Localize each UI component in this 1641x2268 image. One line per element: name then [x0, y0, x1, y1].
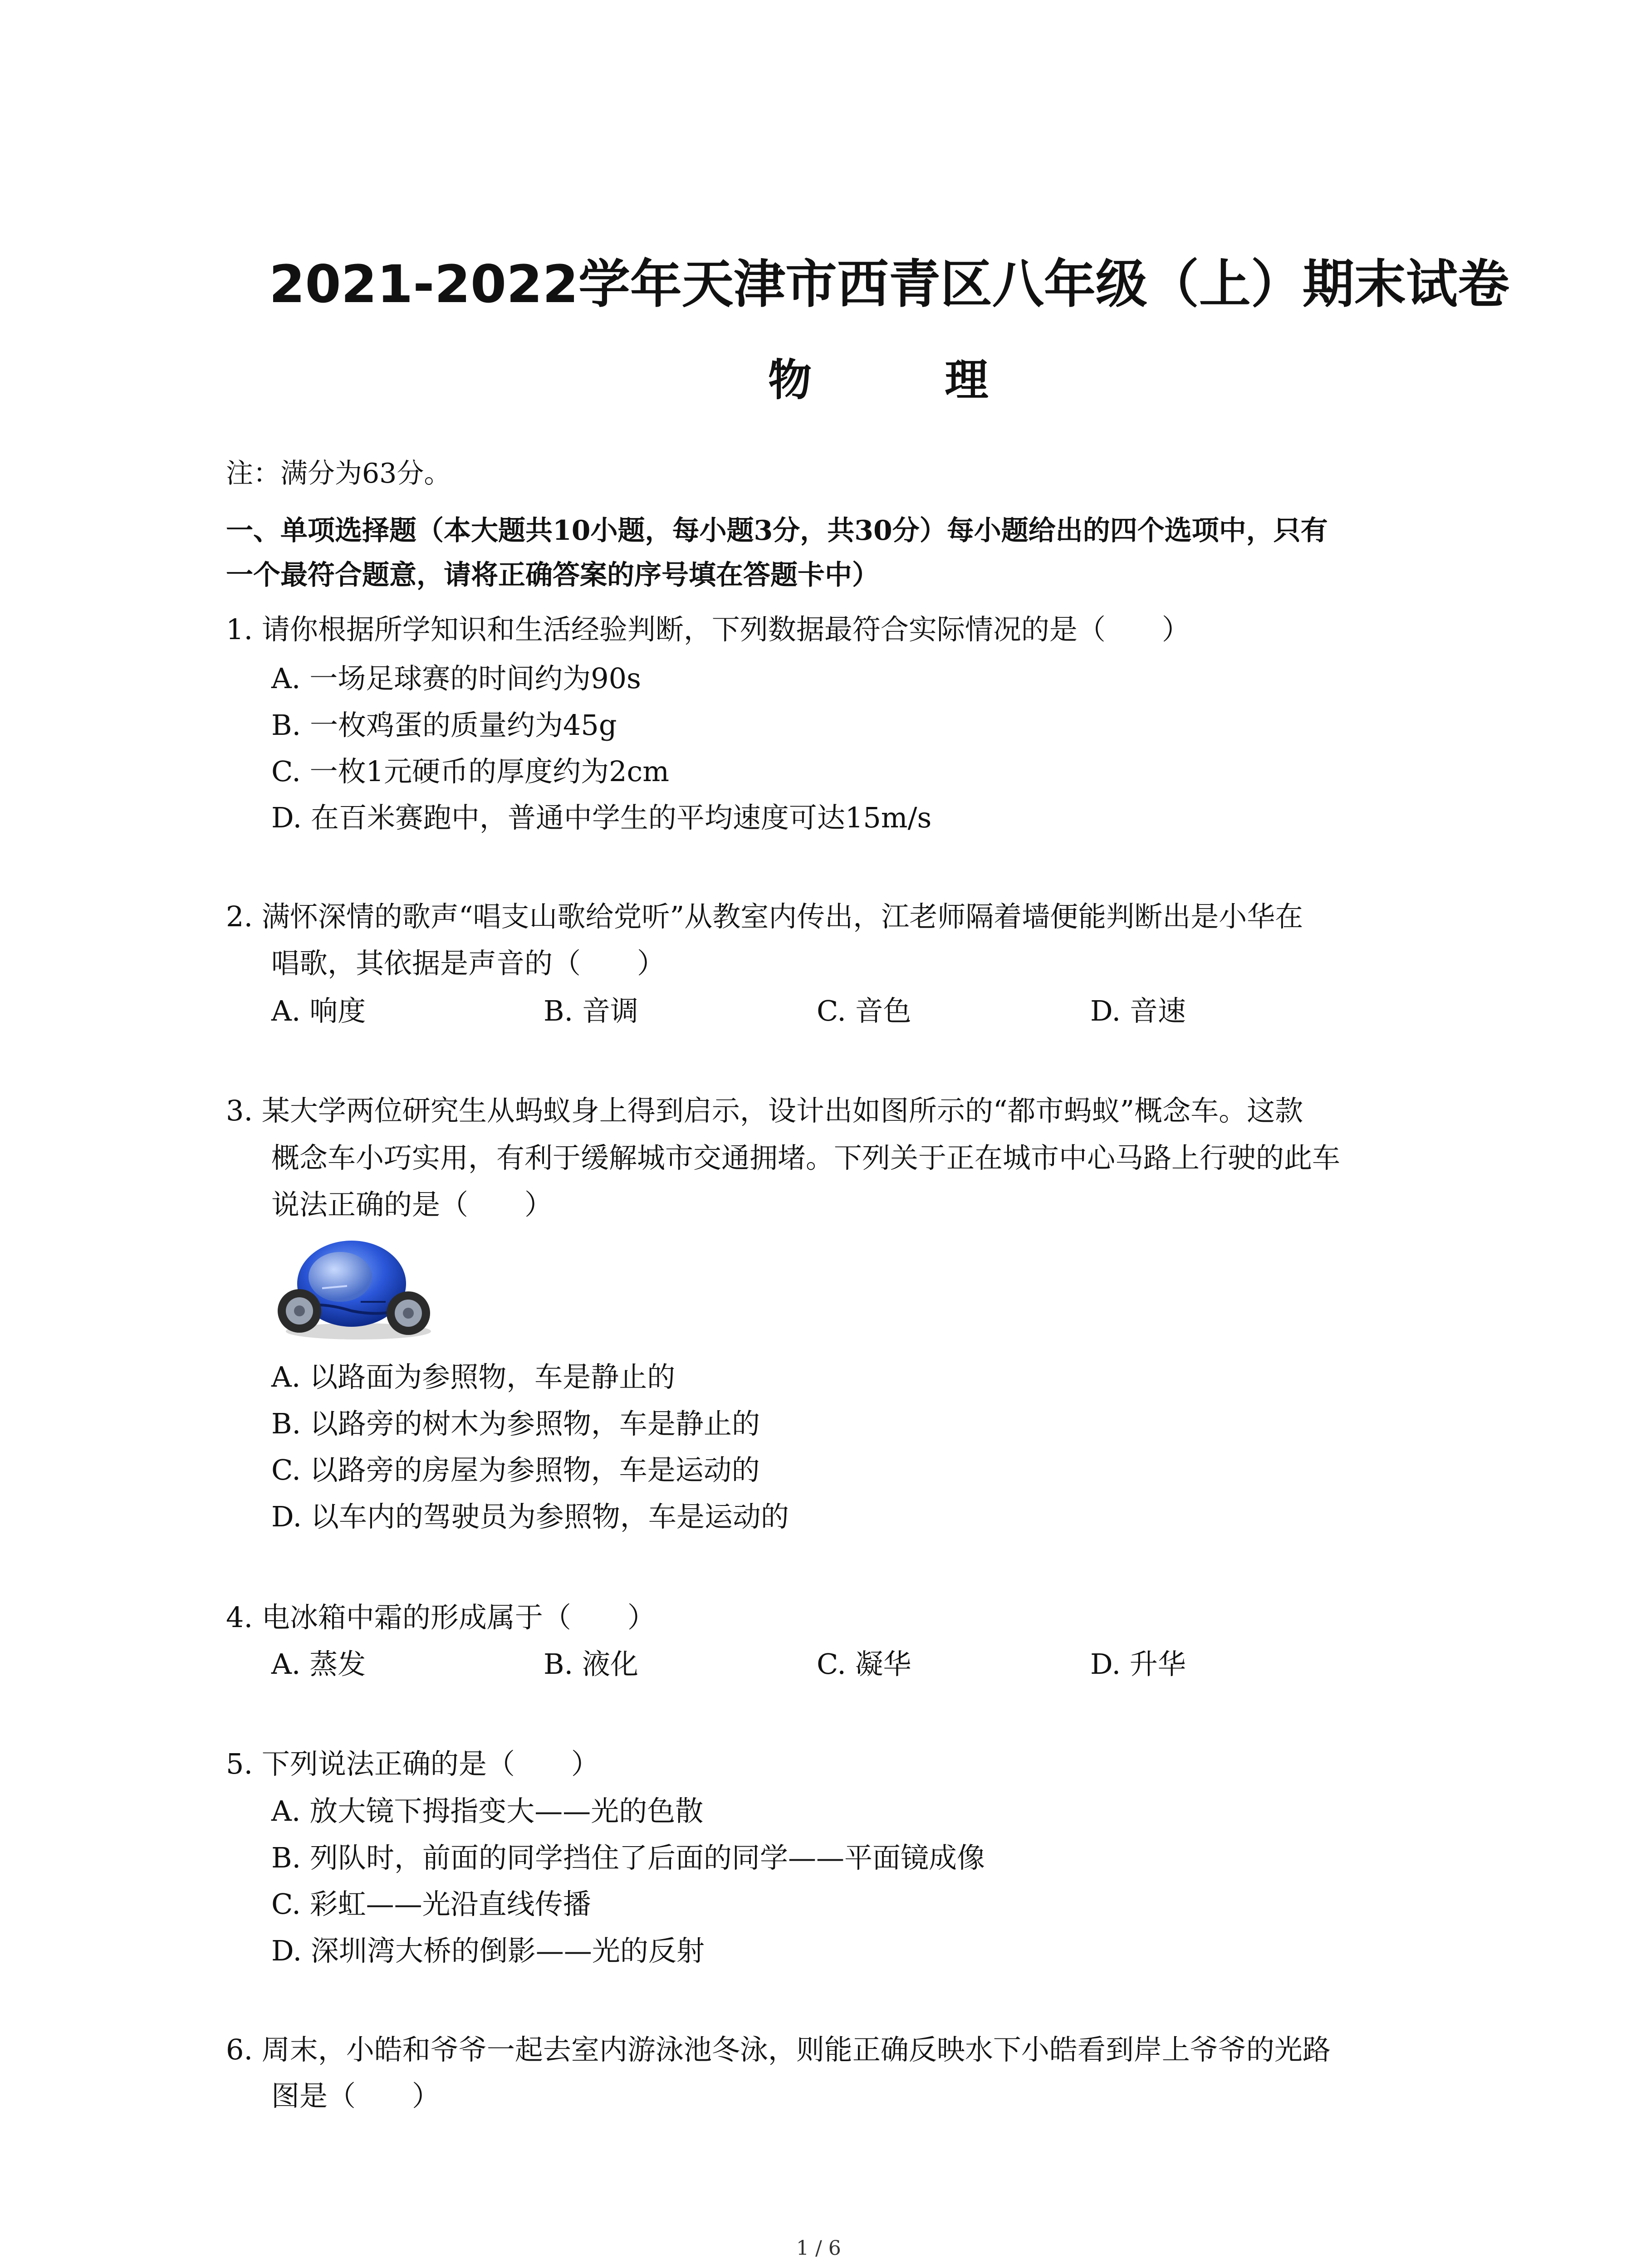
exam-title: 2021-2022学年天津市西青区八年级（上）期末试卷 [269, 254, 1509, 314]
subject-title: 物 理 [768, 355, 1048, 406]
question-4-option-b: B. 液化 [544, 1647, 638, 1681]
question-6-stem-line2: 图是（ ） [271, 2079, 441, 2112]
question-4-option-d: D. 升华 [1090, 1647, 1186, 1681]
section-heading-line2: 一个最符合题意，请将正确答案的序号填在答题卡中） [226, 559, 879, 591]
score-note: 注：满分为63分。 [226, 458, 451, 489]
question-2-stem-line1: 2. 满怀深情的歌声“唱支山歌给党听”从教室内传出，江老师隔着墙便能判断出是小华在 [226, 900, 1303, 933]
question-5-option-d: D. 深圳湾大桥的倒影——光的反射 [271, 1934, 705, 1967]
question-4-stem: 4. 电冰箱中霜的形成属于（ ） [226, 1601, 656, 1634]
question-3-option-b: B. 以路旁的树木为参照物，车是静止的 [271, 1407, 760, 1440]
question-3-stem-line1: 3. 某大学两位研究生从蚂蚁身上得到启示，设计出如图所示的“都市蚂蚁”概念车。这款 [226, 1094, 1303, 1127]
question-1-option-d: D. 在百米赛跑中，普通中学生的平均速度可达15m/s [271, 801, 932, 834]
concept-car-image [272, 1234, 436, 1343]
page-number: 1 / 6 [796, 2237, 841, 2260]
question-3-option-a: A. 以路面为参照物，车是静止的 [271, 1360, 676, 1393]
question-1-option-c: C. 一枚1元硬币的厚度约为2cm [271, 755, 670, 788]
question-2-option-c: C. 音色 [817, 994, 911, 1027]
question-4-option-a: A. 蒸发 [271, 1647, 366, 1681]
question-2-stem-line2: 唱歌，其依据是声音的（ ） [271, 947, 666, 980]
question-4-option-c: C. 凝华 [817, 1647, 911, 1681]
question-5-option-c: C. 彩虹——光沿直线传播 [271, 1887, 591, 1921]
question-5-stem: 5. 下列说法正确的是（ ） [226, 1747, 599, 1780]
question-3-stem-line2: 概念车小巧实用，有利于缓解城市交通拥堵。下列关于正在城市中心马路上行驶的此车 [271, 1141, 1341, 1174]
question-1-stem: 1. 请你根据所学知识和生活经验判断，下列数据最符合实际情况的是（ ） [226, 613, 1190, 646]
question-3-option-d: D. 以车内的驾驶员为参照物，车是运动的 [271, 1500, 789, 1533]
question-2-option-b: B. 音调 [544, 994, 638, 1027]
question-5-option-a: A. 放大镜下拇指变大——光的色散 [271, 1794, 704, 1828]
section-heading-line1: 一、单项选择题（本大题共10小题，每小题3分，共30分）每小题给出的四个选项中，只有 [226, 515, 1328, 547]
question-5-option-b: B. 列队时，前面的同学挡住了后面的同学——平面镜成像 [271, 1841, 985, 1874]
question-2-option-d: D. 音速 [1090, 994, 1186, 1027]
question-3-stem-line3: 说法正确的是（ ） [271, 1188, 553, 1221]
question-2-option-a: A. 响度 [271, 994, 366, 1027]
question-1-option-a: A. 一场足球赛的时间约为90s [271, 662, 641, 695]
question-1-option-b: B. 一枚鸡蛋的质量约为45g [271, 709, 617, 742]
question-3-option-c: C. 以路旁的房屋为参照物，车是运动的 [271, 1453, 760, 1486]
question-6-stem-line1: 6. 周末，小皓和爷爷一起去室内游泳池冬泳，则能正确反映水下小皓看到岸上爷爷的光路 [226, 2033, 1331, 2066]
